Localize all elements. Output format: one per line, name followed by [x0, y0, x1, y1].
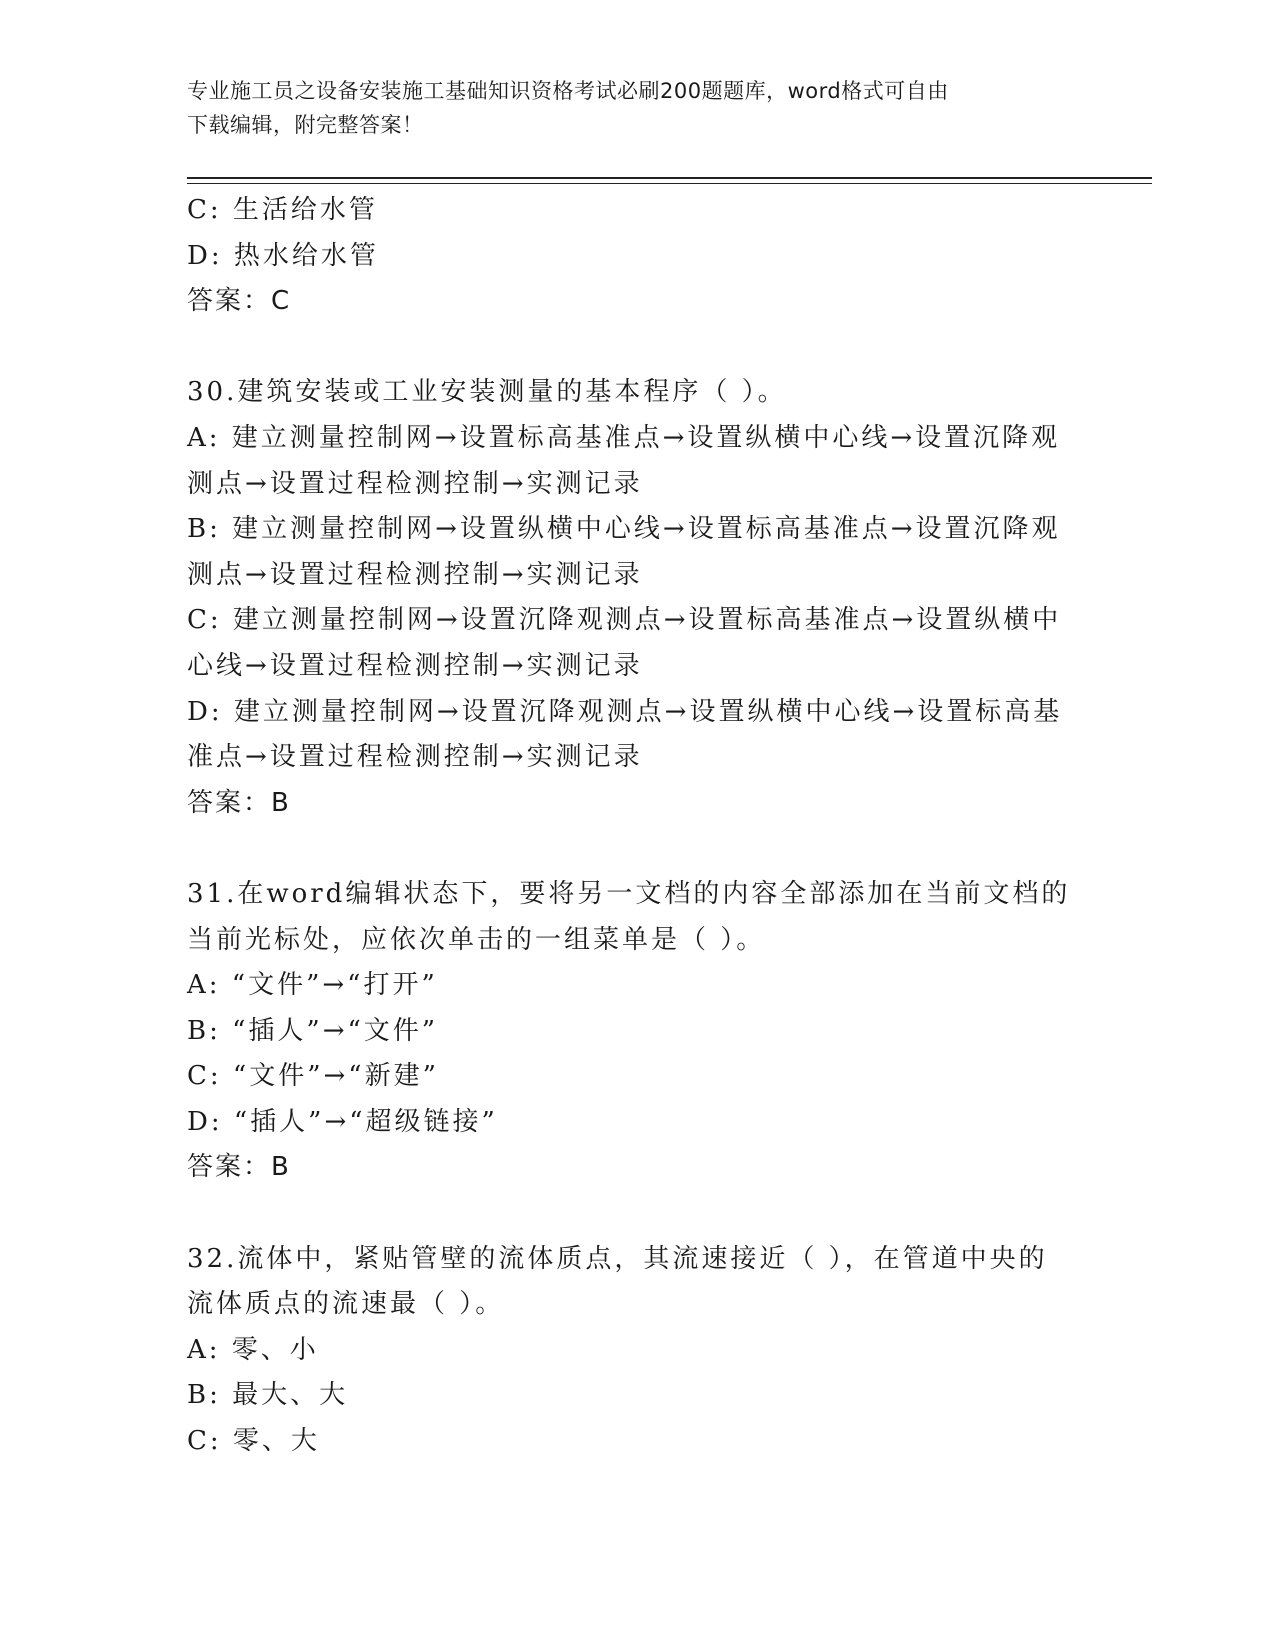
option-a-cont: 测点→设置过程检测控制→实测记录 — [187, 468, 643, 499]
option-d-cont: 准点→设置过程检测控制→实测记录 — [187, 742, 643, 773]
option-b-cont: 测点→设置过程检测控制→实测记录 — [187, 559, 643, 590]
option-a: A: 零、小 — [187, 1334, 319, 1365]
option-a: A: 建立测量控制网→设置标高基准点→设置纵横中心线→设置沉降观 — [187, 422, 1061, 453]
answer: 答案：C — [187, 286, 292, 317]
spacer — [187, 1191, 1087, 1237]
question-stem-cont: 当前光标处，应依次单击的一组菜单是（ ）。 — [187, 924, 766, 955]
question-stem: 32.流体中，紧贴管壁的流体质点，其流速接近（ ），在管道中央的 — [187, 1243, 1048, 1274]
question-29-tail — [187, 188, 1087, 325]
question-stem-cont: 流体质点的流速最（ ）。 — [187, 1289, 505, 1320]
option-b: B: “插人”→“文件” — [187, 1015, 439, 1046]
spacer — [187, 325, 1087, 371]
header-line-1: 专业施工员之设备安装施工基础知识资格考试必刷200题题库，word格式可自由 — [187, 79, 949, 103]
option-b: B: 最大、大 — [187, 1380, 349, 1411]
option-c: C: 建立测量控制网→设置沉降观测点→设置标高基准点→设置纵横中 — [187, 605, 1062, 636]
header-rule-thin — [187, 183, 1152, 184]
option-b: B: 建立测量控制网→设置纵横中心线→设置标高基准点→设置沉降观 — [187, 514, 1061, 545]
answer: 答案：B — [187, 1152, 291, 1183]
document-body — [187, 188, 1087, 1465]
option-d: D: 热水给水管 — [187, 240, 379, 271]
answer: 答案：B — [187, 787, 291, 818]
spacer — [187, 826, 1087, 872]
option-d: D: 建立测量控制网→设置沉降观测点→设置纵横中心线→设置标高基 — [187, 696, 1063, 727]
option-c: C: “文件”→“新建” — [187, 1061, 439, 1092]
option-c: C: 生活给水管 — [187, 195, 378, 225]
question-stem: 30.建筑安装或工业安装测量的基本程序（ ）。 — [187, 377, 787, 408]
document-header — [187, 74, 1067, 142]
header-line-2: 下载编辑，附完整答案！ — [187, 113, 424, 137]
question-32 — [187, 1237, 1087, 1465]
question-31 — [187, 872, 1087, 1191]
header-rule-thick — [187, 177, 1152, 179]
option-d: D: “插人”→“超级链接” — [187, 1106, 498, 1137]
option-a: A: “文件”→“打开” — [187, 970, 438, 1001]
option-c: C: 零、大 — [187, 1426, 320, 1457]
question-30 — [187, 370, 1087, 826]
option-c-cont: 心线→设置过程检测控制→实测记录 — [187, 650, 643, 681]
question-stem: 31.在word编辑状态下，要将另一文档的内容全部添加在当前文档的 — [187, 878, 1071, 909]
